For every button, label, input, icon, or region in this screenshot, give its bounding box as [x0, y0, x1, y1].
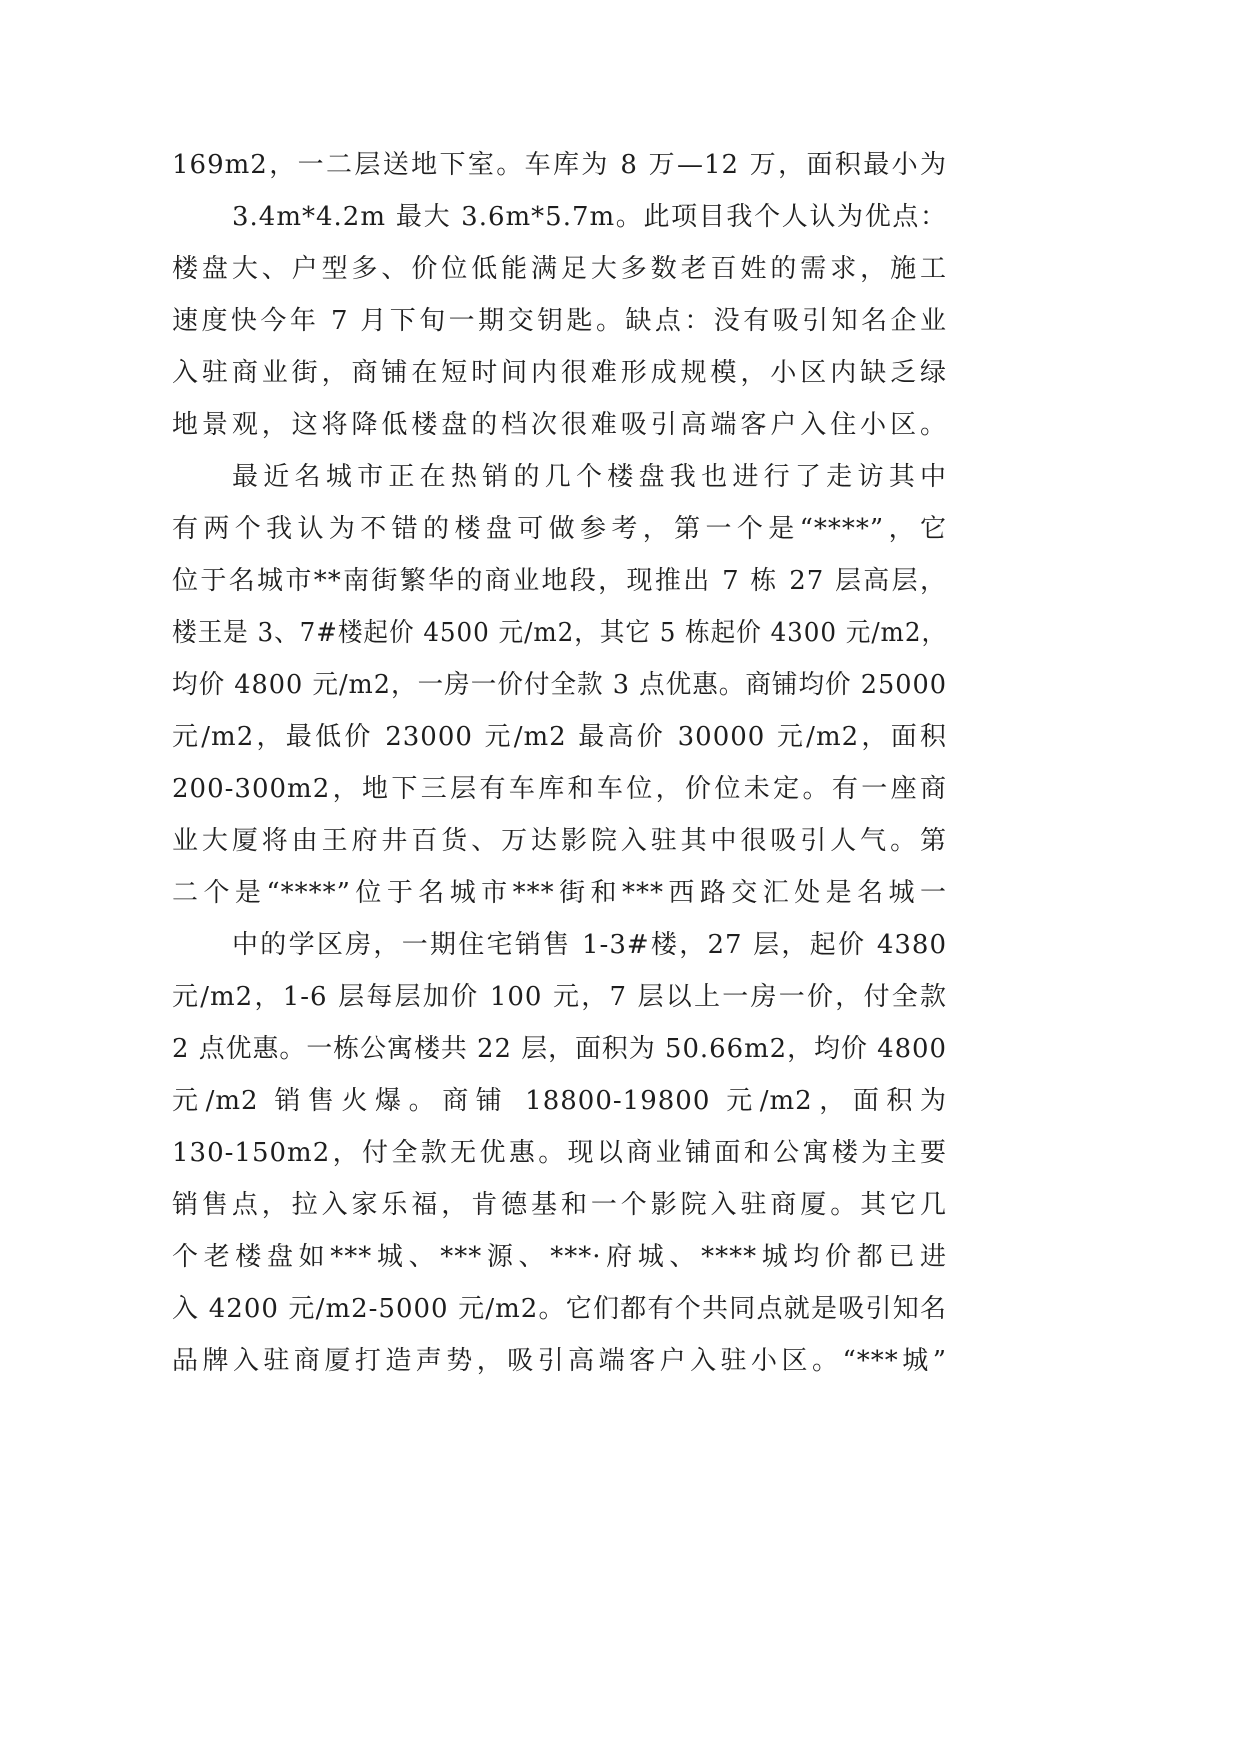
- text-line: 元/m2，1-6 层每层加价 100 元，7 层以上一房一价，付全款: [172, 982, 947, 1012]
- text-line: 楼王是 3、7#楼起价 4500 元/m2，其它 5 栋起价 4300 元/m2，: [172, 618, 947, 648]
- text-line: 销售点，拉入家乐福，肯德基和一个影院入驻商厦。其它几: [172, 1190, 947, 1220]
- text-line: 速度快今年 7 月下旬一期交钥匙。缺点：没有吸引知名企业: [172, 306, 947, 336]
- text-line: 元/m2，最低价 23000 元/m2 最高价 30000 元/m2，面积: [172, 722, 947, 752]
- text-line: 均价 4800 元/m2，一房一价付全款 3 点优惠。商铺均价 25000: [172, 670, 947, 700]
- text-line: 有两个我认为不错的楼盘可做参考，第一个是“****”，它: [172, 514, 947, 544]
- text-line: 入驻商业街，商铺在短时间内很难形成规模，小区内缺乏绿: [172, 358, 947, 388]
- text-line: 2 点优惠。一栋公寓楼共 22 层，面积为 50.66m2，均价 4800: [172, 1034, 947, 1064]
- text-line: 130-150m2，付全款无优惠。现以商业铺面和公寓楼为主要: [172, 1138, 947, 1168]
- text-line: 最近名城市正在热销的几个楼盘我也进行了走访其中: [232, 462, 947, 492]
- text-line: 楼盘大、户型多、价位低能满足大多数老百姓的需求，施工: [172, 254, 947, 284]
- text-line: 入 4200 元/m2-5000 元/m2。它们都有个共同点就是吸引知名: [172, 1294, 947, 1324]
- body-text: [172, 139, 947, 1387]
- text-line: 品牌入驻商厦打造声势，吸引高端客户入驻小区。“***城”: [172, 1346, 947, 1376]
- text-line: 个老楼盘如***城、***源、***·府城、****城均价都已进: [172, 1242, 947, 1272]
- text-line: 3.4m*4.2m 最大 3.6m*5.7m。此项目我个人认为优点：: [232, 202, 947, 232]
- text-line: 位于名城市**南街繁华的商业地段，现推出 7 栋 27 层高层，: [172, 566, 947, 596]
- text-line: 中的学区房，一期住宅销售 1-3#楼，27 层，起价 4380: [232, 930, 947, 960]
- text-line: 元/m2 销售火爆。商铺 18800-19800 元/m2，面积为: [172, 1086, 947, 1116]
- text-line: 地景观，这将降低楼盘的档次很难吸引高端客户入住小区。: [172, 410, 947, 440]
- text-line: 业大厦将由王府井百货、万达影院入驻其中很吸引人气。第: [172, 826, 947, 856]
- text-line: 二个是“****”位于名城市***街和***西路交汇处是名城一: [172, 878, 947, 908]
- text-line: 200-300m2，地下三层有车库和车位，价位未定。有一座商: [172, 774, 947, 804]
- text-line: 169m2，一二层送地下室。车库为 8 万—12 万，面积最小为: [172, 150, 947, 180]
